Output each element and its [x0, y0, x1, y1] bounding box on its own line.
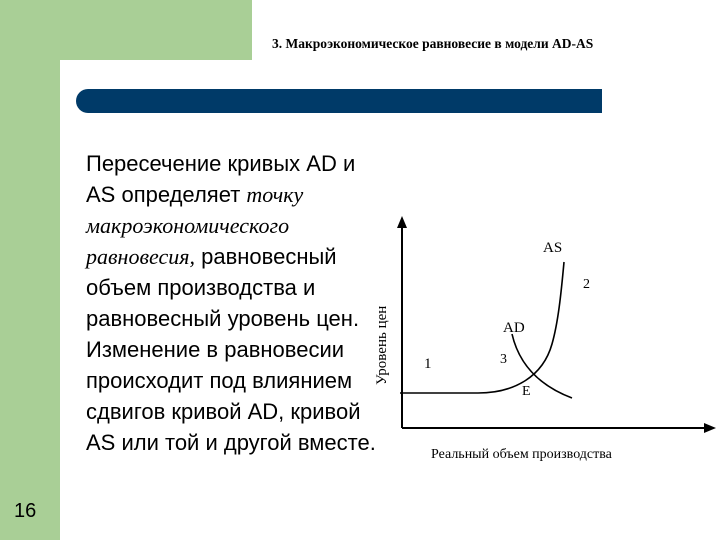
page-number: 16: [14, 500, 37, 522]
region-2-label: 2: [583, 277, 590, 292]
body-text-italic: точку макроэкономического равновесия,: [86, 182, 304, 269]
equilibrium-label: E: [522, 384, 531, 399]
as-curve: [400, 262, 564, 393]
as-label: AS: [543, 240, 563, 256]
slide-title: 3. Макроэкономическое равновесие в модели AD-AS: [272, 36, 594, 51]
ad-label: AD: [503, 320, 525, 336]
y-axis-arrow: [397, 216, 407, 228]
y-axis-label: Уровень цен: [374, 305, 390, 385]
x-axis-arrow: [704, 423, 716, 433]
region-3-label: 3: [500, 352, 507, 367]
body-text-part-2: равновесный объем производства и равновесный уровень цен. Изменение в равновесии происходит под влиянием сдвигов кривой AD, кривой AS или той и другой вместе.: [86, 244, 376, 455]
x-axis-label: Реальный объем производства: [431, 447, 612, 462]
body-text-part-1: Пересечение кривых AD и AS определяет: [86, 151, 356, 207]
region-1-label: 1: [424, 356, 432, 372]
